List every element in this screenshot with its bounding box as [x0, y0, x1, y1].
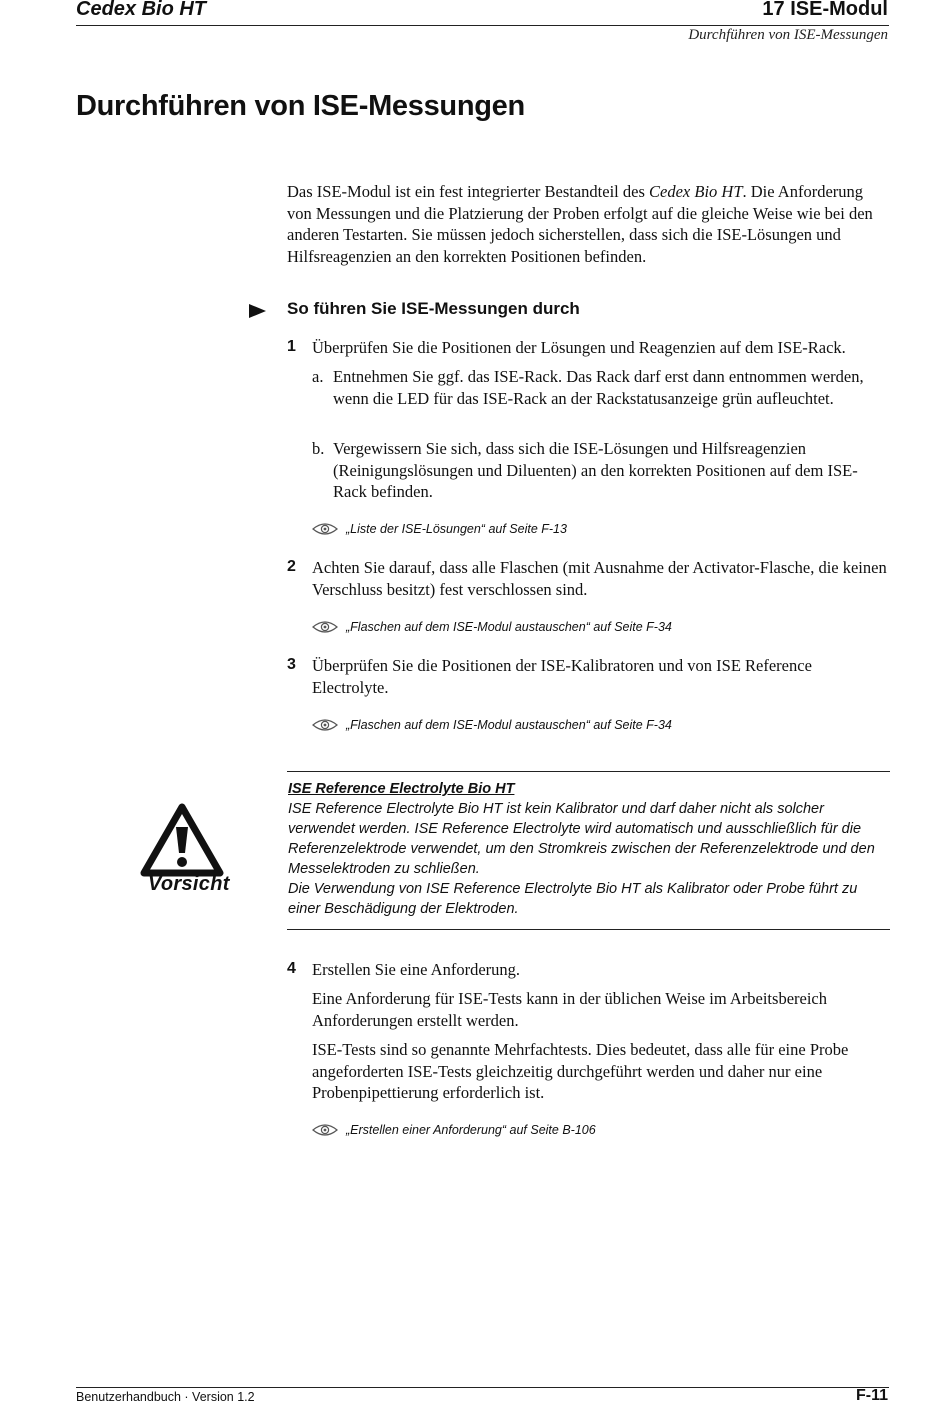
intro-product: Cedex Bio HT: [649, 182, 743, 201]
page-number: F-11: [855, 1387, 888, 1404]
step-text: Achten Sie darauf, dass alle Flaschen (mit Ausnahme der Activator-Flasche, die keinen Verschluss besitzt) fest verschlossen sind.: [312, 558, 887, 599]
caution-paragraph: ISE Reference Electrolyte Bio HT ist kein Kalibrator und darf daher nicht als solcher verwendet werden. ISE Reference Electrolyte wird automatisch und ausschließlich für die Referenzelektrode verwendet, um den Stromkreis zwischen der Referenzelektrode und den Messelektroden zu schließen.: [288, 801, 875, 877]
caution-paragraph: Die Verwendung von ISE Reference Electrolyte Bio HT als Kalibrator oder Probe führt zu einer Beschädigung der Elektroden.: [288, 881, 858, 917]
caution-label: Vorsicht: [148, 873, 230, 895]
step-paragraph: ISE-Tests sind so genannte Mehrfachtests. Dies bedeutet, dass alle für eine Probe angeforderten ISE-Tests gleichzeitig durchgeführt werden und daher nur eine Probenpipettierung erforderlich ist.: [312, 1040, 849, 1102]
step-number: 1: [287, 338, 296, 355]
page-title: Durchführen von ISE-Messungen: [76, 90, 525, 122]
cross-reference-link[interactable]: [312, 718, 672, 732]
step-text: Überprüfen Sie die Positionen der ISE-Kalibratoren und von ISE Reference Electrolyte.: [312, 656, 812, 697]
caution-bottom-rule: [287, 929, 890, 930]
warning-triangle-icon: [140, 803, 224, 877]
intro-part1: Das ISE-Modul ist ein fest integrierter Bestandteil des: [287, 182, 650, 201]
caution-title: ISE Reference Electrolyte Bio HT: [288, 781, 515, 797]
footer-divider: [76, 1387, 889, 1388]
cross-reference-link[interactable]: [312, 1123, 596, 1137]
reference-text: „Erstellen einer Anforderung“ auf Seite B-106: [346, 1123, 596, 1137]
footer-manual-version: Benutzerhandbuch · Version 1.2: [76, 1390, 255, 1404]
eye-icon: [312, 718, 338, 732]
substep-label: a.: [312, 367, 324, 386]
cross-reference-link[interactable]: [312, 522, 567, 536]
substep-label: b.: [312, 439, 325, 458]
substep-text: Vergewissern Sie sich, dass sich die ISE-Lösungen und Hilfsreagenzien (Reinigungslösungen und Diluenten) an den korrekten Positionen auf dem ISE-Rack befinden.: [333, 439, 858, 501]
step-number: 3: [287, 656, 296, 673]
substep-text: Entnehmen Sie ggf. das ISE-Rack. Das Rack darf erst dann entnommen werden, wenn die LED für das ISE-Rack an der Rackstatusanzeige grün aufleuchtet.: [333, 367, 864, 408]
header-chapter: 17 ISE-Modul: [762, 0, 888, 20]
step-text: Überprüfen Sie die Positionen der Lösungen und Reagenzien auf dem ISE-Rack.: [312, 338, 846, 357]
eye-icon: [312, 620, 338, 634]
eye-icon: [312, 522, 338, 536]
cross-reference-link[interactable]: [312, 620, 672, 634]
reference-text: „Liste der ISE-Lösungen“ auf Seite F-13: [346, 522, 567, 536]
caution-top-rule: [287, 771, 890, 772]
procedure-arrow-icon: [249, 304, 266, 318]
header-section: Durchführen von ISE-Messungen: [688, 27, 888, 43]
reference-text: „Flaschen auf dem ISE-Modul austauschen“ auf Seite F-34: [346, 620, 672, 634]
step-number: 2: [287, 558, 296, 575]
step-text: Erstellen Sie eine Anforderung.: [312, 960, 521, 979]
procedure-title: So führen Sie ISE-Messungen durch: [287, 299, 580, 318]
intro-paragraph: [287, 181, 887, 267]
step-paragraph: Eine Anforderung für ISE-Tests kann in der üblichen Weise im Arbeitsbereich Anforderungen erstellt werden.: [312, 989, 827, 1030]
intro-part2: . Die Anforderung von Messungen und die Platzierung der Proben erfolgt auf die gleiche Weise wie bei den anderen Testarten. Sie müssen jedoch sicherstellen, dass sich die ISE-Lösungen und Hilfsreagenzien an den korrekten Positionen befinden.: [287, 182, 873, 266]
header-divider: [76, 25, 889, 26]
step-number: 4: [287, 960, 296, 977]
header-product: Cedex Bio HT: [76, 0, 207, 20]
reference-text: „Flaschen auf dem ISE-Modul austauschen“ auf Seite F-34: [346, 718, 672, 732]
eye-icon: [312, 1123, 338, 1137]
caution-text-block: [288, 779, 888, 919]
